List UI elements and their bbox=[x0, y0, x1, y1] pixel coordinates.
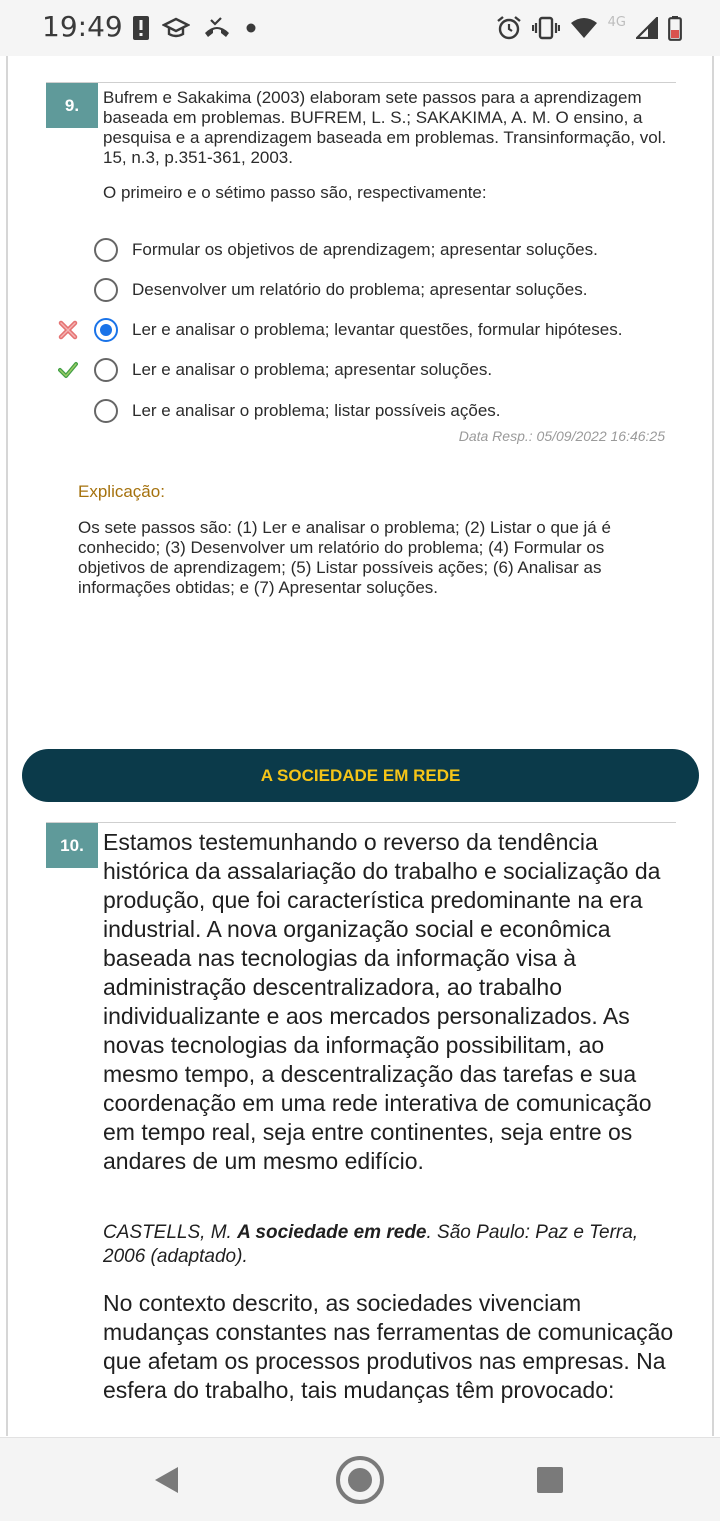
radio-button[interactable] bbox=[94, 238, 118, 262]
question-statement: Bufrem e Sakakima (2003) elaboram sete passos para a aprendizagem baseada em problemas. BUFREM, L. S.; SAKAKIMA, A. M. O ensino, a pesquisa e a aprendizagem baseada em problemas. Transinformação, vol. 15, n.3, p.351-361, 2003. bbox=[103, 88, 667, 167]
option-label: Ler e analisar o problema; listar possíveis ações. bbox=[132, 401, 501, 420]
citation-details: . São Paulo: Paz e Terra, 2006 (adaptado). bbox=[103, 1222, 639, 1267]
section-title: A SOCIEDADE EM REDE bbox=[260, 765, 461, 785]
question-statement: Estamos testemunhando o reverso da tendência histórica da assalariação do trabalho e socialização da produção, que foi característica predominante na era industrial. A nova organização social e econômica baseada nas tecnologias da informação visa à administração descentralizadora, ao trabalho individualizante e aos mercados personalizados. As novas tecnologias da informação possibilitam, ao mesmo tempo, a descentralização das tarefas e sua coordenação em uma rede interativa de comunicação em tempo real, seja entre continentes, seja entre os andares de um mesmo edifício. bbox=[103, 829, 661, 1174]
explanation-title: Explicação: bbox=[78, 482, 165, 501]
radio-button[interactable] bbox=[94, 278, 118, 302]
option-label: Formular os objetivos de aprendizagem; apresentar soluções. bbox=[132, 240, 598, 259]
page-frame-right bbox=[712, 56, 714, 1436]
question-citation bbox=[103, 1221, 673, 1269]
cell-signal-icon bbox=[636, 17, 658, 39]
answer-option-d[interactable] bbox=[94, 356, 492, 384]
status-bar bbox=[0, 0, 720, 56]
home-icon[interactable] bbox=[335, 1455, 385, 1505]
question-divider bbox=[46, 822, 676, 823]
wrong-answer-icon bbox=[58, 320, 78, 340]
battery-icon bbox=[668, 15, 682, 41]
section-banner bbox=[22, 749, 699, 802]
explanation-text: Os sete passos são: (1) Ler e analisar o problema; (2) Listar o que já é conhecido; (3) Desenvolver um relatório do problema; (4) Formular os objetivos de aprendizagem; (5) Listar possíveis ações; (6) Analisar as informações obtidas; e (7) Apresentar soluções. bbox=[78, 518, 611, 597]
question-prompt: O primeiro e o sétimo passo são, respectivamente: bbox=[103, 183, 487, 202]
answer-option-a[interactable] bbox=[94, 236, 598, 264]
status-time: 19:49 bbox=[42, 10, 123, 43]
answer-option-b[interactable] bbox=[94, 276, 587, 304]
option-label: Desenvolver um relatório do problema; apresentar soluções. bbox=[132, 280, 588, 299]
back-icon[interactable] bbox=[152, 1465, 180, 1495]
radio-button[interactable] bbox=[94, 358, 118, 382]
alert-icon bbox=[132, 15, 150, 41]
option-label: Ler e analisar o problema; apresentar soluções. bbox=[132, 360, 493, 379]
recent-apps-icon[interactable] bbox=[537, 1467, 563, 1493]
question-number-badge: 10. bbox=[46, 823, 98, 868]
radio-button[interactable] bbox=[94, 399, 118, 423]
page-frame-left bbox=[6, 56, 8, 1436]
question-number-badge: 9. bbox=[46, 83, 98, 128]
vibrate-icon bbox=[532, 16, 560, 40]
radio-button-selected[interactable] bbox=[94, 318, 118, 342]
correct-answer-icon bbox=[58, 360, 78, 380]
option-label: Ler e analisar o problema; levantar questões, formular hipóteses. bbox=[132, 320, 623, 339]
citation-title: A sociedade em rede bbox=[237, 1222, 427, 1243]
answer-option-c[interactable] bbox=[94, 316, 622, 344]
alarm-icon bbox=[496, 15, 522, 41]
wifi-icon bbox=[570, 17, 598, 39]
answer-option-e[interactable] bbox=[94, 397, 501, 425]
network-type-label: 4G bbox=[607, 14, 626, 30]
graduation-cap-icon bbox=[162, 17, 190, 39]
navigation-bar bbox=[0, 1437, 720, 1521]
question-divider bbox=[46, 82, 676, 83]
question-context: No contexto descrito, as sociedades vivenciam mudanças constantes nas ferramentas de comunicação que afetam os processos produtivos nas empresas. Na esfera do trabalho, tais mudanças têm provocado: bbox=[103, 1290, 674, 1403]
missed-call-icon bbox=[202, 17, 232, 39]
dot-icon bbox=[244, 21, 258, 35]
response-date: Data Resp.: 05/09/2022 16:46:25 bbox=[458, 428, 665, 444]
citation-author: CASTELLS, M. bbox=[103, 1222, 238, 1243]
